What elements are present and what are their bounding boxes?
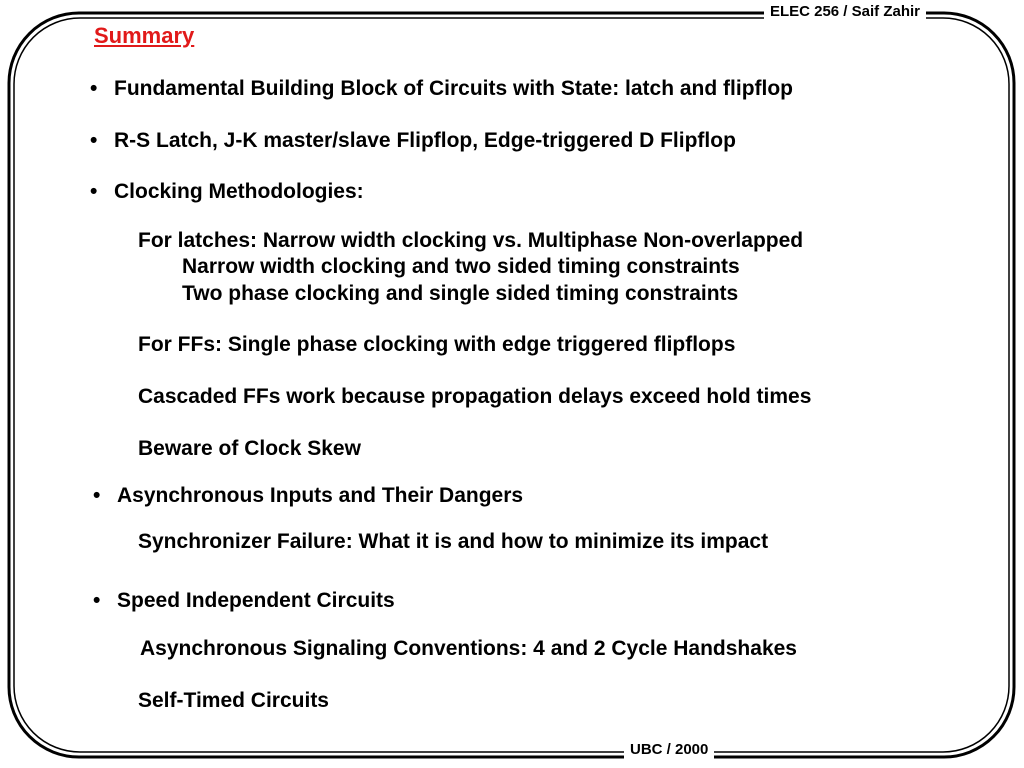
bullet-item (90, 76, 793, 102)
bullet-text: Clocking Methodologies: (114, 180, 364, 203)
bullet-text: Fundamental Building Block of Circuits with State: latch and flipflop (114, 77, 794, 100)
bullet-dot: • (90, 129, 98, 152)
bullet-dot: • (90, 77, 98, 100)
bullet-dot: • (90, 180, 98, 203)
footer-label: UBC / 2000 (624, 741, 714, 759)
bullet-dot: • (93, 484, 101, 507)
sub-item: Asynchronous Signaling Conventions: 4 and 2 Cycle Handshakes (140, 637, 797, 660)
bullet-item (90, 128, 736, 154)
sub-item: Beware of Clock Skew (138, 437, 361, 460)
bullet-item (93, 483, 523, 509)
bullet-dot: • (93, 589, 101, 612)
sub-item: Cascaded FFs work because propagation delays exceed hold times (138, 385, 812, 408)
sub-item: Self-Timed Circuits (138, 689, 329, 712)
sub-item: Synchronizer Failure: What it is and how to minimize its impact (138, 530, 769, 553)
slide-title: Summary (94, 23, 195, 48)
sub-item: For FFs: Single phase clocking with edge triggered flipflops (138, 333, 736, 356)
bullet-text: Speed Independent Circuits (117, 589, 395, 612)
sub-sub-item: Narrow width clocking and two sided timing constraints (182, 255, 740, 278)
sub-sub-item: Two phase clocking and single sided timing constraints (182, 282, 739, 305)
bullet-item (90, 179, 364, 205)
bullet-item (93, 588, 395, 614)
sub-item: For latches: Narrow width clocking vs. Multiphase Non-overlapped (138, 229, 804, 252)
bullet-text: R-S Latch, J-K master/slave Flipflop, Edge-triggered D Flipflop (114, 129, 736, 152)
bullet-text: Asynchronous Inputs and Their Dangers (117, 484, 524, 507)
header-label: ELEC 256 / Saif Zahir (764, 3, 926, 21)
